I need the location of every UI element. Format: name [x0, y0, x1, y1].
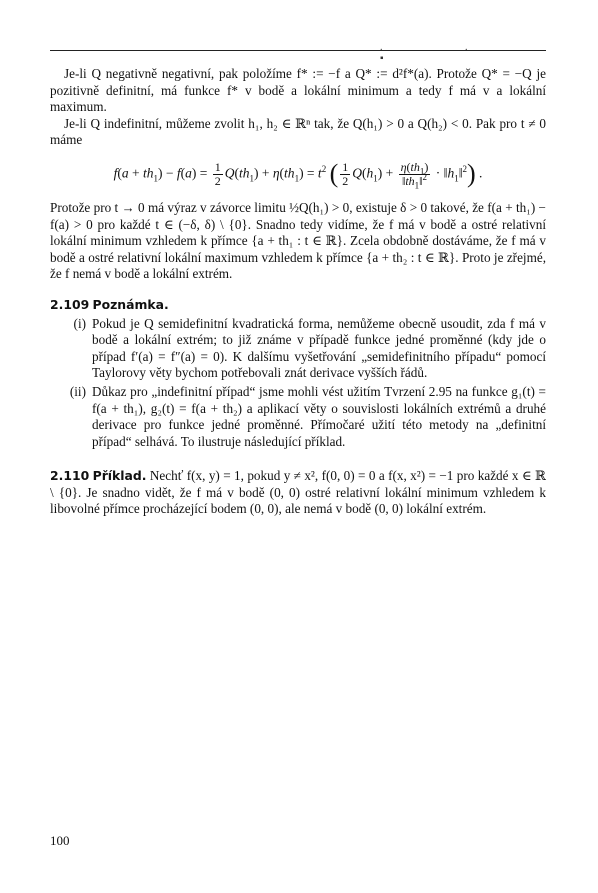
example-title: Příklad. — [92, 468, 147, 484]
page-body — [50, 66, 546, 518]
header-marks: . . ▪ — [380, 42, 508, 64]
remark-number: 2.109 — [50, 296, 90, 312]
remark-item-text: Důkaz pro „indefinitní případ“ jsme mohli vést užitím Tvrzení 2.95 na funkce g₁(t) = f(a + th₁), g₂(t) = f(a + th₂) a aplikací věty o souvislosti lokálních extrémů a druhé derivace pro funkce jedné proměnné. Přímočaré užití této metody na „definitní případ“ selhává. To ilustruje následující příklad. — [92, 383, 546, 449]
remark-item-label: (ii) — [69, 383, 86, 399]
paragraph-indefinite: Je-li Q indefinitní, můžeme zvolit h₁, h₂ ∈ ℝⁿ tak, že Q(h₁) > 0 a Q(h₂) < 0. Pak pro t ≠ 0 máme — [50, 115, 546, 148]
display-equation: $f(a + th_1) - f(a)$ = $\frac{1}{2}$ $Q(th_1) + \eta(th_1) = t^2$ ( $\frac{1}{2}$ $Q(h_1)$ + $\frac{\eta(th_1)}{‖th_1‖^2}$ · $‖h_1‖^2$) . — [113, 159, 483, 191]
remark-item-text: Pokud je Q semidefinitní kvadratická forma, nemůžeme obecně usoudit, zda f má v bodě a lokální extrém; to již známe v případě funkce jedné proměnné (kdy jde o případ f′(a) = f″(a) = 0). K dalšímu vyšetřování „semidefinitního případu“ pomocí Taylorovy věty bychom potřebovali znát derivace vyšších řádů. — [92, 315, 546, 381]
remark-item — [50, 316, 546, 382]
remark-item — [50, 384, 546, 450]
remark-item-label: (i) — [73, 315, 86, 331]
paragraph-conclusion: Protože pro t → 0 má výraz v závorce limitu ½Q(h₁) > 0, existuje δ > 0 takové, že f(a + th₁) − f(a) > 0 pro každé t ∈ (−δ, δ) \ {0}. Snadno tedy vidíme, že f má v bodě a ostré relativní lokální minimum vzhledem k přímce {a + th₁ : t ∈ ℝ}. Zcela obdobně dostáváme, že f má v bodě a ostré relativní lokální maximum vzhledem k přímce {a + th₂ : t ∈ ℝ}. Proto je zřejmé, že f nemá v bodě a lokální extrém. — [50, 199, 546, 282]
remark-title: Poznámka. — [92, 296, 169, 312]
remark-section — [50, 297, 546, 450]
page-number: 100 — [50, 833, 70, 848]
example-number: 2.110 — [50, 468, 90, 484]
example-section — [50, 468, 546, 518]
example-text: Nechť f(x, y) = 1, pokud y ≠ x², f(0, 0) = 0 a f(x, x²) = −1 pro každé x ∈ ℝ \ {0}. Je snadno vidět, že f má v bodě (0, 0) ostré relativní lokální minimum vzhledem k libovolné přímce procházející bodem (0, 0), ale nemá v bodě (0, 0) lokální extrém. — [50, 468, 547, 517]
paragraph-negative-definite: Je-li Q negativně negativní, pak položíme f* := −f a Q* := d²f*(a). Protože Q* = −Q je pozitivně definitní, má funkce f* v bodě a lokální minimum a tedy f má v a lokální maximum. — [50, 66, 546, 115]
